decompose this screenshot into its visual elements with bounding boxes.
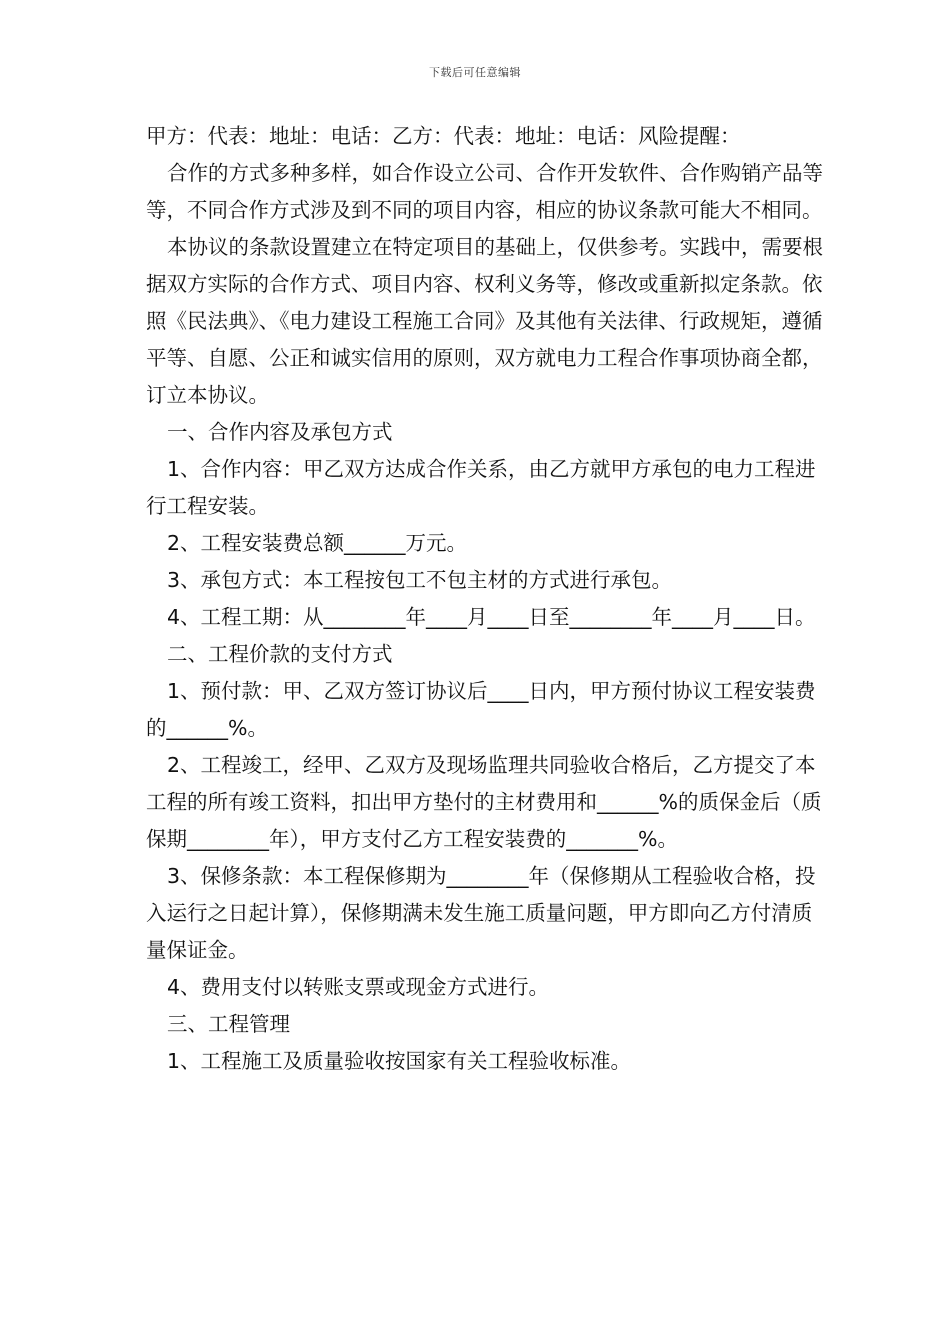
clause-2-4: 4、费用支付以转账支票或现金方式进行。 <box>167 975 550 999</box>
section-heading-3: 三、工程管理 <box>167 1012 290 1036</box>
clause-2-2: 2、工程竣工，经甲、乙双方及现场监理共同验收合格后，乙方提交了本工程的所有竣工资料，扣出甲方垫付的主材费用和______%的质保金后（质保期________年），甲方支付乙方工程安装费的_______%。 <box>146 753 822 851</box>
clause-2-3: 3、保修条款：本工程保修期为________年（保修期从工程验收合格，投入运行之日起计算），保修期满未发生施工质量问题，甲方即向乙方付清质量保证金。 <box>146 864 816 962</box>
clause-1-3: 3、承包方式：本工程按包工不包主材的方式进行承包。 <box>167 568 673 592</box>
clause-1-2: 2、工程安装费总额______万元。 <box>167 531 468 555</box>
clause-1-4: 4、工程工期：从________年____月____日至________年____月____日。 <box>167 605 816 629</box>
clause-1-1: 1、合作内容：甲乙双方达成合作关系，由乙方就甲方承包的电力工程进行工程安装。 <box>146 457 816 518</box>
section-heading-2: 二、工程价款的支付方式 <box>167 642 393 666</box>
clause-2-1: 1、预付款：甲、乙双方签订协议后____日内，甲方预付协议工程安装费的______%。 <box>146 679 816 740</box>
paragraph-agreement-basis: 本协议的条款设置建立在特定项目的基础上，仅供参考。实践中，需要根据双方实际的合作方式、项目内容、权利义务等，修改或重新拟定条款。依照《民法典》、《电力建设工程施工合同》及其他有关法律、行政规矩，遵循平等、自愿、公正和诚实信用的原则，双方就电力工程合作事项协商全都，订立本协议。 <box>146 235 823 407</box>
document-body <box>146 118 826 1080</box>
party-info-line: 甲方：代表：地址：电话：乙方：代表：地址：电话：风险提醒： <box>146 124 741 148</box>
clause-3-1: 1、工程施工及质量验收按国家有关工程验收标准。 <box>167 1049 632 1073</box>
paragraph-risk-note: 合作的方式多种多样，如合作设立公司、合作开发软件、合作购销产品等等，不同合作方式涉及到不同的项目内容，相应的协议条款可能大不相同。 <box>146 161 823 222</box>
section-heading-1: 一、合作内容及承包方式 <box>167 420 393 444</box>
header-note: 下载后可任意编辑 <box>429 66 521 79</box>
